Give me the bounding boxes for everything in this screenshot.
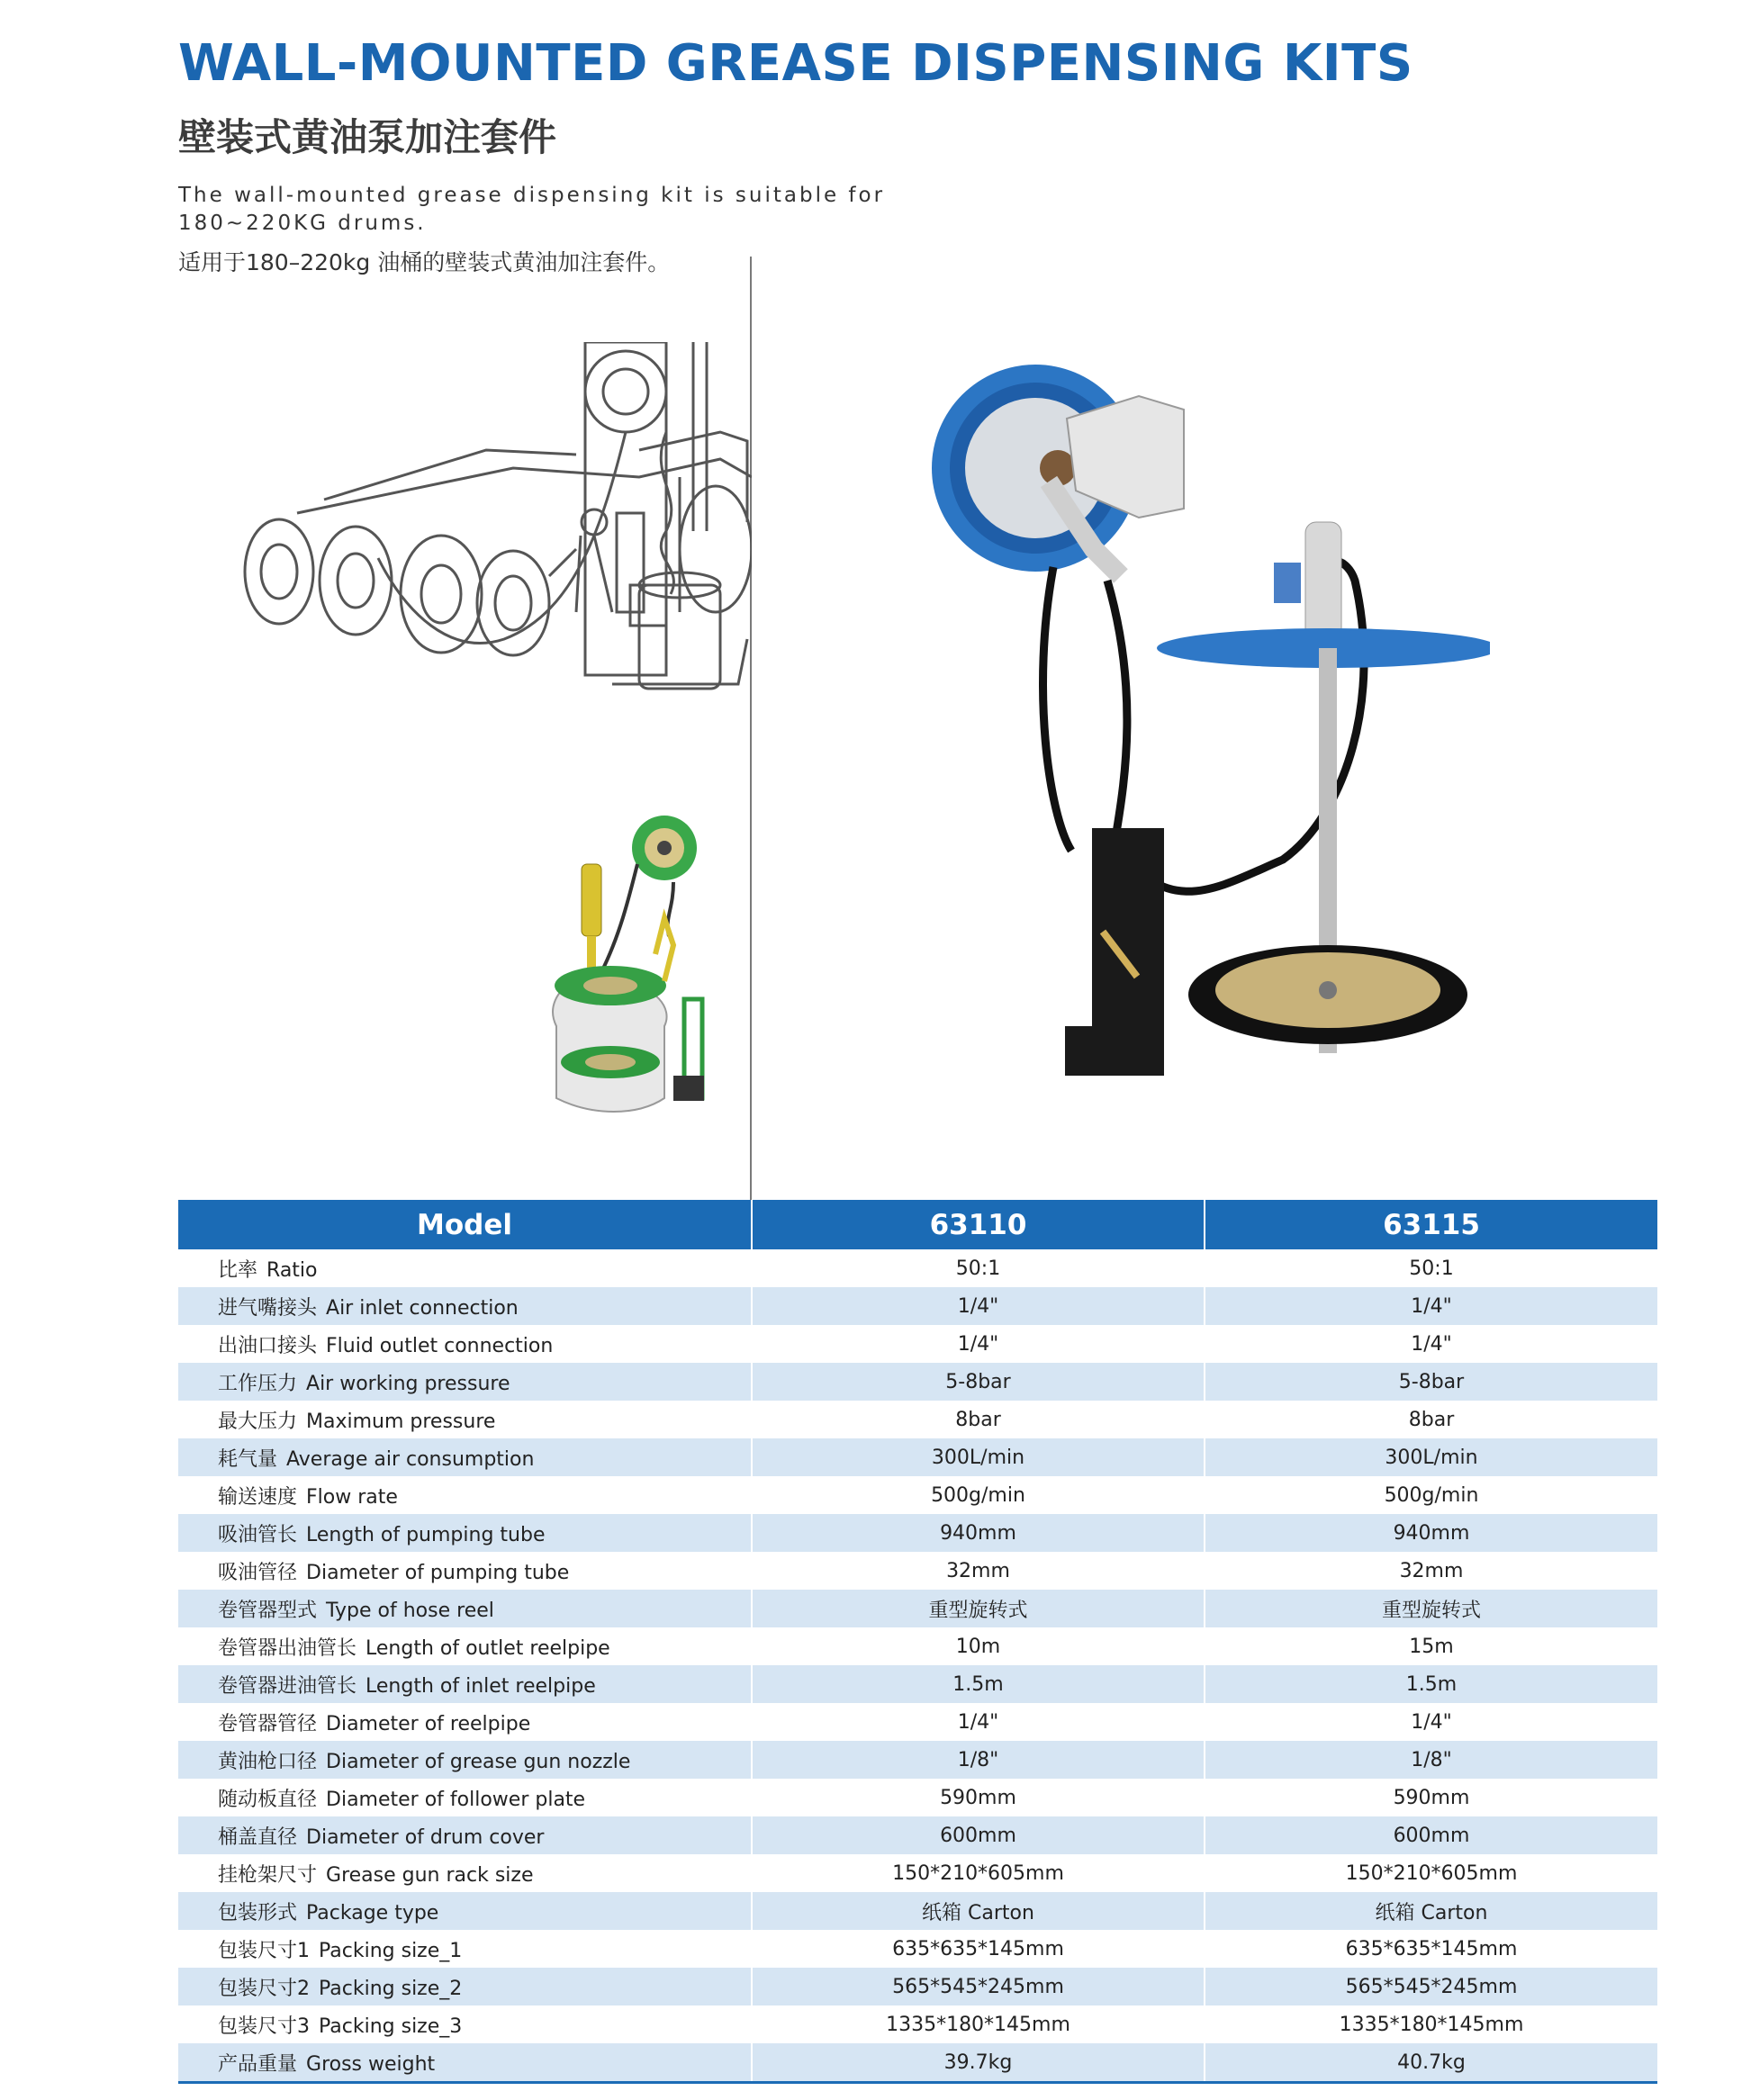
value-63110: 500g/min xyxy=(752,1476,1205,1514)
row-label xyxy=(178,1438,752,1476)
value-63115: 635*635*145mm xyxy=(1205,1930,1657,1968)
page-title: WALL-MOUNTED GREASE DISPENSING KITS xyxy=(178,34,1413,93)
row-label xyxy=(178,1703,752,1741)
table-row xyxy=(178,1968,1657,2005)
row-label-cn: 挂枪架尺寸 xyxy=(218,1863,318,1887)
row-label-en: Packing size_2 xyxy=(319,1977,463,2000)
table-row xyxy=(178,1930,1657,1968)
table-row xyxy=(178,2005,1657,2043)
description-en: The wall-mounted grease dispensing kit is suitable for 180~220KG drums. xyxy=(178,184,886,235)
value-63115: 940mm xyxy=(1205,1514,1657,1552)
row-label-cn: 桶盖直径 xyxy=(218,1825,298,1849)
row-label-en: Air inlet connection xyxy=(326,1296,519,1320)
value-63115: 32mm xyxy=(1205,1552,1657,1590)
row-label-cn: 包装尺寸1 xyxy=(218,1939,310,1962)
table-row xyxy=(178,1514,1657,1552)
row-label-cn: 进气嘴接头 xyxy=(218,1296,318,1320)
table-row xyxy=(178,1779,1657,1816)
value-63110: 1/4" xyxy=(752,1325,1205,1363)
value-63110: 纸箱 Carton xyxy=(752,1892,1205,1930)
value-63115: 1/4" xyxy=(1205,1325,1657,1363)
row-label-cn: 包装尺寸3 xyxy=(218,2014,310,2038)
row-label xyxy=(178,2043,752,2083)
row-label xyxy=(178,1892,752,1930)
row-label xyxy=(178,1249,752,1287)
value-63115: 1335*180*145mm xyxy=(1205,2005,1657,2043)
row-label-en: Packing size_3 xyxy=(319,2014,463,2038)
value-63115: 565*545*245mm xyxy=(1205,1968,1657,2005)
description-cn: 适用于180–220kg 油桶的壁装式黄油加注套件。 xyxy=(178,249,671,275)
row-label xyxy=(178,1779,752,1816)
row-label xyxy=(178,1401,752,1438)
value-63115: 590mm xyxy=(1205,1779,1657,1816)
table-row xyxy=(178,1476,1657,1514)
value-63115: 40.7kg xyxy=(1205,2043,1657,2083)
row-label xyxy=(178,1325,752,1363)
value-63110: 重型旋转式 xyxy=(752,1590,1205,1627)
spec-table xyxy=(178,1200,1657,2084)
value-63110: 1/4" xyxy=(752,1287,1205,1325)
row-label xyxy=(178,1514,752,1552)
row-label-cn: 产品重量 xyxy=(218,2052,298,2076)
header-63110: 63110 xyxy=(752,1200,1205,1249)
row-label-cn: 最大压力 xyxy=(218,1410,298,1433)
row-label-en: Length of inlet reelpipe xyxy=(366,1674,596,1698)
table-row xyxy=(178,1703,1657,1741)
row-label xyxy=(178,1741,752,1779)
value-63110: 1/4" xyxy=(752,1703,1205,1741)
value-63110: 39.7kg xyxy=(752,2043,1205,2083)
value-63110: 635*635*145mm xyxy=(752,1930,1205,1968)
row-label-cn: 黄油枪口径 xyxy=(218,1750,318,1773)
header-model: Model xyxy=(178,1200,752,1249)
row-label-en: Diameter of drum cover xyxy=(306,1825,545,1849)
table-row xyxy=(178,1363,1657,1401)
value-63110: 5-8bar xyxy=(752,1363,1205,1401)
row-label-en: Ratio xyxy=(266,1258,318,1282)
row-label xyxy=(178,1552,752,1590)
value-63110: 1.5m xyxy=(752,1665,1205,1703)
table-row xyxy=(178,1590,1657,1627)
row-label-en: Air working pressure xyxy=(306,1372,510,1395)
value-63110: 150*210*605mm xyxy=(752,1854,1205,1892)
row-label-en: Flow rate xyxy=(306,1485,398,1509)
row-label-cn: 卷管器管径 xyxy=(218,1712,318,1735)
row-label xyxy=(178,1854,752,1892)
value-63110: 50:1 xyxy=(752,1249,1205,1287)
row-label-en: Maximum pressure xyxy=(306,1410,496,1433)
row-label-cn: 出油口接头 xyxy=(218,1334,318,1357)
table-row xyxy=(178,1438,1657,1476)
table-row xyxy=(178,1287,1657,1325)
row-label-cn: 吸油管径 xyxy=(218,1561,298,1584)
value-63110: 10m xyxy=(752,1627,1205,1665)
row-label-cn: 随动板直径 xyxy=(218,1788,318,1811)
header-63115: 63115 xyxy=(1205,1200,1657,1249)
page-subtitle-cn: 壁装式黄油泵加注套件 xyxy=(178,115,557,159)
row-label-en: Gross weight xyxy=(306,2052,436,2076)
table-row xyxy=(178,1892,1657,1930)
row-label-cn: 耗气量 xyxy=(218,1447,278,1471)
row-label-cn: 比率 xyxy=(218,1258,258,1282)
table-row xyxy=(178,1325,1657,1363)
value-63110: 32mm xyxy=(752,1552,1205,1590)
value-63115: 300L/min xyxy=(1205,1438,1657,1476)
table-row xyxy=(178,1816,1657,1854)
table-row xyxy=(178,1741,1657,1779)
row-label-en: Diameter of follower plate xyxy=(326,1788,586,1811)
value-63115: 500g/min xyxy=(1205,1476,1657,1514)
row-label-en: Grease gun rack size xyxy=(326,1863,534,1887)
spec-table-header-row xyxy=(178,1200,1657,1249)
value-63110: 565*545*245mm xyxy=(752,1968,1205,2005)
value-63115: 纸箱 Carton xyxy=(1205,1892,1657,1930)
table-row xyxy=(178,1627,1657,1665)
table-row xyxy=(178,1401,1657,1438)
row-label-en: Fluid outlet connection xyxy=(326,1334,554,1357)
row-label-en: Package type xyxy=(306,1901,439,1924)
row-label xyxy=(178,1287,752,1325)
row-label xyxy=(178,1665,752,1703)
value-63115: 重型旋转式 xyxy=(1205,1590,1657,1627)
table-row xyxy=(178,1665,1657,1703)
row-label-cn: 输送速度 xyxy=(218,1485,298,1509)
table-row xyxy=(178,2043,1657,2083)
value-63115: 150*210*605mm xyxy=(1205,1854,1657,1892)
row-label-cn: 包装形式 xyxy=(218,1901,298,1924)
value-63110: 590mm xyxy=(752,1779,1205,1816)
row-label-cn: 卷管器型式 xyxy=(218,1599,318,1622)
value-63115: 5-8bar xyxy=(1205,1363,1657,1401)
row-label-en: Diameter of reelpipe xyxy=(326,1712,531,1735)
row-label-en: Length of outlet reelpipe xyxy=(366,1636,610,1660)
row-label xyxy=(178,1476,752,1514)
row-label-en: Diameter of grease gun nozzle xyxy=(326,1750,631,1773)
row-label xyxy=(178,1590,752,1627)
row-label xyxy=(178,1627,752,1665)
value-63115: 1.5m xyxy=(1205,1665,1657,1703)
value-63110: 940mm xyxy=(752,1514,1205,1552)
row-label-cn: 卷管器出油管长 xyxy=(218,1636,357,1660)
row-label xyxy=(178,2005,752,2043)
table-row xyxy=(178,1854,1657,1892)
row-label xyxy=(178,1968,752,2005)
row-label-cn: 卷管器进油管长 xyxy=(218,1674,357,1698)
table-row xyxy=(178,1249,1657,1287)
product-photo-illustration xyxy=(896,311,1490,1130)
row-label-en: Average air consumption xyxy=(286,1447,535,1471)
row-label xyxy=(178,1816,752,1854)
value-63110: 1/8" xyxy=(752,1741,1205,1779)
value-63110: 600mm xyxy=(752,1816,1205,1854)
value-63115: 50:1 xyxy=(1205,1249,1657,1287)
value-63115: 1/8" xyxy=(1205,1741,1657,1779)
row-label-cn: 吸油管长 xyxy=(218,1523,298,1546)
workshop-sketch-illustration xyxy=(216,342,752,729)
row-label xyxy=(178,1363,752,1401)
value-63110: 8bar xyxy=(752,1401,1205,1438)
table-row xyxy=(178,1552,1657,1590)
row-label xyxy=(178,1930,752,1968)
row-label-en: Length of pumping tube xyxy=(306,1523,546,1546)
row-label-cn: 工作压力 xyxy=(218,1372,298,1395)
green-kit-diagram-illustration xyxy=(538,801,718,1125)
value-63110: 300L/min xyxy=(752,1438,1205,1476)
value-63115: 8bar xyxy=(1205,1401,1657,1438)
value-63110: 1335*180*145mm xyxy=(752,2005,1205,2043)
row-label-cn: 包装尺寸2 xyxy=(218,1977,310,2000)
row-label-en: Diameter of pumping tube xyxy=(306,1561,570,1584)
value-63115: 1/4" xyxy=(1205,1287,1657,1325)
value-63115: 1/4" xyxy=(1205,1703,1657,1741)
value-63115: 600mm xyxy=(1205,1816,1657,1854)
value-63115: 15m xyxy=(1205,1627,1657,1665)
row-label-en: Type of hose reel xyxy=(326,1599,494,1622)
row-label-en: Packing size_1 xyxy=(319,1939,463,1962)
